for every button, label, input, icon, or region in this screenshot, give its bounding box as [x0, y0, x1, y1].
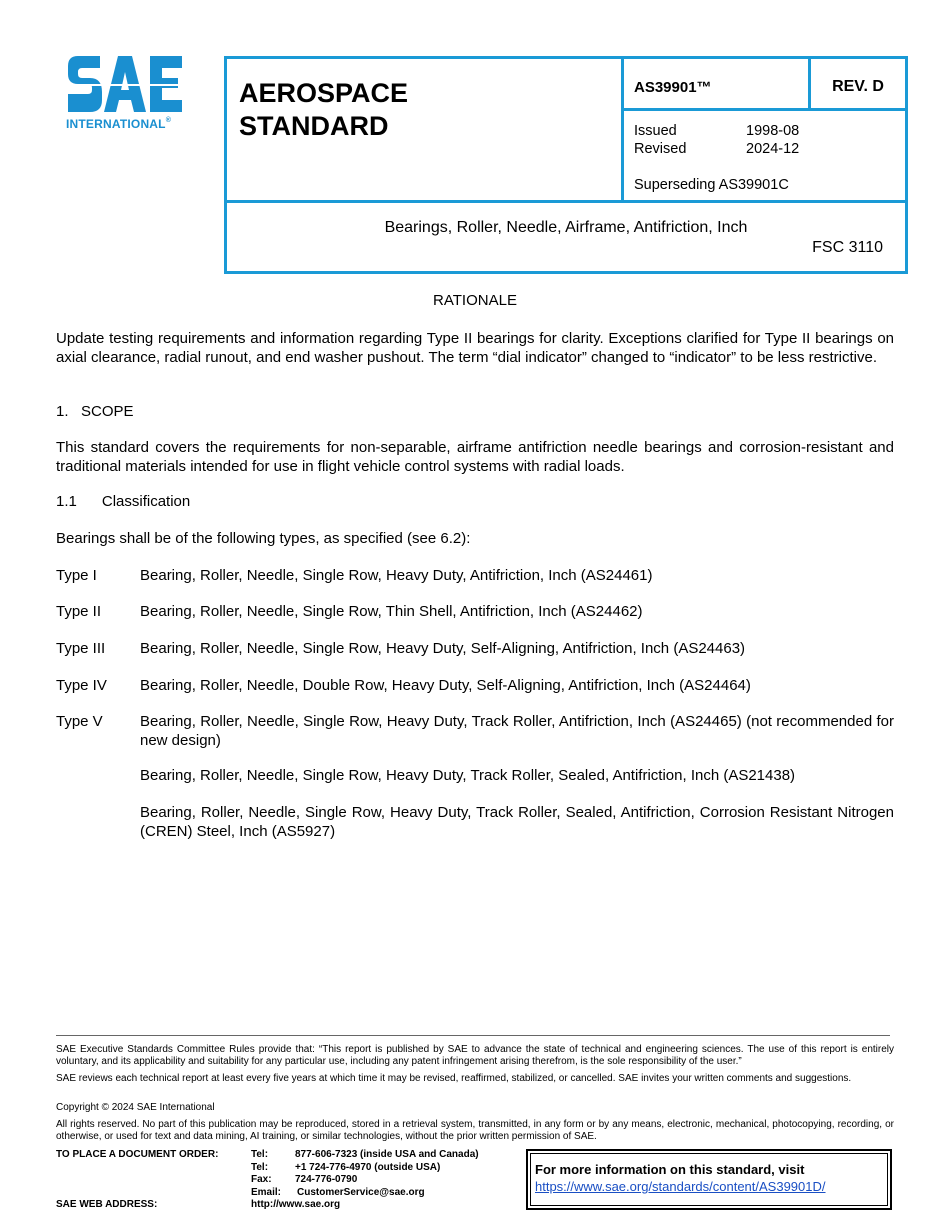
revision-box — [808, 56, 908, 111]
revised-date: 2024-12 — [746, 141, 800, 157]
tel-number: 877-606-7323 (inside USA and Canada) — [295, 1149, 479, 1160]
type-v-variant: Bearing, Roller, Needle, Single Row, Heavy Duty, Track Roller, Sealed, Antifriction, Inch (AS21438) — [140, 767, 796, 784]
revision: REV. D — [832, 78, 884, 95]
fax-label: Fax: — [251, 1174, 272, 1185]
classification-heading: 1.1 Classification — [56, 493, 191, 510]
type-label: Type V — [56, 713, 103, 730]
category-line-1: AEROSPACE — [239, 78, 409, 108]
title-box — [224, 200, 908, 274]
fsc-code: FSC 3110 — [812, 239, 883, 256]
logo-subtitle-text: INTERNATIONAL — [66, 117, 166, 131]
classification-intro: Bearings shall be of the following types, as specified (see 6.2): — [56, 530, 471, 547]
order-label: TO PLACE A DOCUMENT ORDER: — [56, 1149, 219, 1160]
document-title: Bearings, Roller, Needle, Airframe, Antifriction, Inch — [384, 219, 748, 236]
footer-rules: SAE Executive Standards Committee Rules provide that: “This report is published by SAE to advance the state of technical and engineering sciences. The use of this report is entirely voluntary, and its applicability and suitability for any particular use, including any patent infringement arising therefrom, is the sole responsibility of the user.” — [56, 1044, 894, 1067]
sae-logo-mark — [66, 54, 184, 114]
footer-divider — [56, 1035, 890, 1036]
web-address-label: SAE WEB ADDRESS: — [56, 1199, 158, 1210]
issued-label: Issued — [634, 123, 677, 139]
issued-date: 1998-08 — [746, 123, 800, 139]
more-info-box — [526, 1149, 892, 1210]
email-label: Email: — [251, 1187, 282, 1198]
footer-copyright: Copyright © 2024 SAE International — [56, 1102, 215, 1113]
rationale-text: Update testing requirements and information regarding Type II bearings for clarity. Exceptions clarified for Type II bearings on axial clearance, radial runout, and end washer pushout. The term “dial indicator” changed to “indicator” to be less restrictive. — [56, 330, 894, 366]
scope-text: This standard covers the requirements for non-separable, airframe antifriction needle bearings and corrosion-resistant and traditional materials intended for use in flight vehicle control systems with radial loads. — [56, 439, 894, 475]
doc-category-box — [224, 56, 624, 203]
tel-label: Tel: — [251, 1149, 269, 1160]
doc-category — [239, 77, 408, 143]
tel-label: Tel: — [251, 1162, 269, 1173]
type-label: Type III — [56, 640, 106, 657]
rationale-heading: RATIONALE — [433, 292, 517, 309]
type-label: Type II — [56, 603, 102, 620]
type-label: Type I — [56, 567, 97, 584]
type-description: Bearing, Roller, Needle, Single Row, Thin Shell, Antifriction, Inch (AS24462) — [140, 603, 643, 620]
fax-number: 724-776-0790 — [295, 1174, 358, 1185]
type-description: Bearing, Roller, Needle, Single Row, Heavy Duty, Track Roller, Antifriction, Inch (AS24465) (not recommended for new design) — [140, 713, 894, 749]
type-description: Bearing, Roller, Needle, Single Row, Heavy Duty, Self-Aligning, Antifriction, Inch (AS24463) — [140, 640, 746, 657]
standard-number-box — [621, 56, 811, 111]
superseding: Superseding AS39901C — [634, 177, 789, 193]
more-info-text: For more information on this standard, visit — [535, 1162, 805, 1177]
scope-heading: 1. SCOPE — [56, 403, 134, 420]
type-label: Type IV — [56, 677, 107, 694]
web-address[interactable]: http://www.sae.org — [251, 1199, 341, 1210]
revised-label: Revised — [634, 141, 687, 157]
standard-number: AS39901™ — [634, 79, 712, 96]
type-v-variant: Bearing, Roller, Needle, Single Row, Heavy Duty, Track Roller, Sealed, Antifriction, Corrosion Resistant Nitrogen (CREN) Steel, Inch (AS5927) — [140, 804, 894, 840]
sae-logo-subtitle — [66, 117, 171, 131]
footer-rights: All rights reserved. No part of this publication may be reproduced, stored in a retrieval system, transmitted, in any form or by any means, electronic, mechanical, photocopying, recording, or otherwise, or used for text and data mining, AI training, or similar technologies, without the prior written permission of SAE. — [56, 1119, 894, 1142]
type-description: Bearing, Roller, Needle, Double Row, Heavy Duty, Self-Aligning, Antifriction, Inch (AS24464) — [140, 677, 751, 694]
logo-reg-mark: ® — [165, 117, 172, 124]
type-description: Bearing, Roller, Needle, Single Row, Heavy Duty, Antifriction, Inch (AS24461) — [140, 567, 653, 584]
tel-number: +1 724-776-4970 (outside USA) — [295, 1162, 441, 1173]
footer-review: SAE reviews each technical report at least every five years at which time it may be revised, reaffirmed, stabilized, or cancelled. SAE invites your written comments and suggestions. — [56, 1073, 852, 1084]
more-info-link[interactable]: https://www.sae.org/standards/content/AS39901D/ — [535, 1179, 826, 1194]
dates-box — [621, 108, 908, 203]
email-address[interactable]: CustomerService@sae.org — [297, 1187, 425, 1198]
category-line-2: STANDARD — [239, 111, 389, 141]
